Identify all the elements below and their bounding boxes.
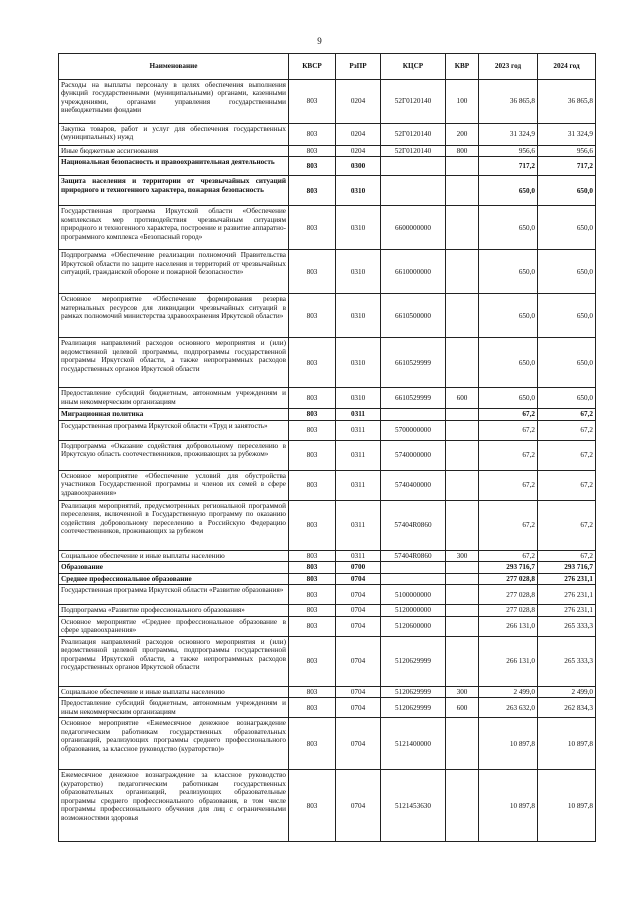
row-rzpr: 0311: [336, 470, 381, 500]
row-rzpr: 0310: [336, 338, 381, 388]
row-name: Образование: [59, 562, 289, 573]
table-row: [59, 573, 596, 584]
col-header-2023: 2023 год: [479, 54, 538, 80]
col-header-rzpr: РзПР: [336, 54, 381, 80]
row-kvsr: 803: [289, 585, 336, 605]
row-kvr: [446, 573, 479, 584]
row-amount-2024: 276 231,1: [538, 605, 596, 616]
row-kvsr: 803: [289, 176, 336, 206]
table-row: [59, 500, 596, 550]
row-amount-2023: 650,0: [479, 176, 538, 206]
row-rzpr: 0704: [336, 686, 381, 697]
row-rzpr: 0310: [336, 388, 381, 409]
row-kvr: [446, 409, 479, 420]
row-amount-2023: 263 632,0: [479, 698, 538, 718]
row-name: Предоставление субсидий бюджетным, автономным учреждениям и иным некоммерческим организациям: [59, 698, 289, 718]
row-kcsr: [381, 573, 446, 584]
row-amount-2024: 293 716,7: [538, 562, 596, 573]
row-amount-2024: 650,0: [538, 338, 596, 388]
row-amount-2023: 650,0: [479, 294, 538, 338]
row-rzpr: 0704: [336, 718, 381, 770]
row-name: Иные бюджетные ассигнования: [59, 146, 289, 157]
row-amount-2024: 265 333,3: [538, 616, 596, 636]
row-kvr: 300: [446, 686, 479, 697]
row-kvr: 600: [446, 388, 479, 409]
row-kvr: 200: [446, 124, 479, 146]
row-kcsr: 6610000000: [381, 250, 446, 294]
row-amount-2023: 650,0: [479, 250, 538, 294]
row-kvsr: 803: [289, 562, 336, 573]
row-name: Государственная программа Иркутской области «Обеспечение комплексных мер противодействия чрезвычайным ситуациям природного и техногенного характера, построение и развитие аппаратно-программного комплекса «Безопасный город»: [59, 206, 289, 250]
row-rzpr: 0704: [336, 573, 381, 584]
row-name: Подпрограмма «Оказание содействия добровольному переселению в Иркутскую область соотечественников, проживающих за рубежом»: [59, 440, 289, 470]
row-kvr: [446, 176, 479, 206]
row-name: Основное мероприятие «Ежемесячное денежное вознаграждение педагогическим работникам государственных образовательных организаций, реализующих программы среднего профессионального образования, за классное руководство (кураторство)»: [59, 718, 289, 770]
row-rzpr: 0310: [336, 294, 381, 338]
row-amount-2024: 265 333,3: [538, 636, 596, 686]
table-row: [59, 124, 596, 146]
row-kcsr: 5120629999: [381, 636, 446, 686]
table-row: [59, 146, 596, 157]
row-amount-2023: 31 324,9: [479, 124, 538, 146]
table-row: [59, 585, 596, 605]
row-rzpr: 0310: [336, 206, 381, 250]
row-amount-2024: 10 897,8: [538, 770, 596, 842]
row-kcsr: [381, 409, 446, 420]
row-kvr: [446, 338, 479, 388]
row-rzpr: 0311: [336, 409, 381, 420]
row-amount-2024: 67,2: [538, 550, 596, 561]
row-amount-2023: 266 131,0: [479, 636, 538, 686]
row-amount-2024: 956,6: [538, 146, 596, 157]
row-kvr: [446, 770, 479, 842]
row-kcsr: 5121453630: [381, 770, 446, 842]
row-name: Государственная программа Иркутской области «Труд и занятость»: [59, 420, 289, 440]
row-amount-2024: 67,2: [538, 440, 596, 470]
row-amount-2024: 650,0: [538, 176, 596, 206]
table-row: [59, 550, 596, 561]
row-name: Государственная программа Иркутской области «Развитие образования»: [59, 585, 289, 605]
row-amount-2023: 277 028,8: [479, 573, 538, 584]
row-kvr: [446, 157, 479, 176]
col-header-name: Наименование: [59, 54, 289, 80]
row-rzpr: 0704: [336, 770, 381, 842]
row-name: Среднее профессиональное образование: [59, 573, 289, 584]
row-kvr: [446, 440, 479, 470]
row-amount-2024: 650,0: [538, 294, 596, 338]
table-row: [59, 686, 596, 697]
table-row: [59, 470, 596, 500]
row-kvr: [446, 294, 479, 338]
row-name: Реализация направлений расходов основного мероприятия и (или) ведомственной целевой программы, подпрограммы государственной программы Иркутской области, а также непрограммных расходов государственных органов Иркутской области: [59, 338, 289, 388]
row-kvr: [446, 585, 479, 605]
row-kvsr: 803: [289, 388, 336, 409]
row-rzpr: 0204: [336, 124, 381, 146]
row-name: Защита населения и территории от чрезвычайных ситуаций природного и техногенного характера, пожарная безопасность: [59, 176, 289, 206]
row-kvsr: 803: [289, 636, 336, 686]
row-amount-2023: 67,2: [479, 409, 538, 420]
row-amount-2023: 650,0: [479, 338, 538, 388]
table-row: [59, 440, 596, 470]
table-row: [59, 636, 596, 686]
row-kvsr: 803: [289, 686, 336, 697]
row-name: Социальное обеспечение и иные выплаты населению: [59, 550, 289, 561]
row-amount-2023: 266 131,0: [479, 616, 538, 636]
table-row: [59, 176, 596, 206]
row-amount-2023: 650,0: [479, 206, 538, 250]
row-rzpr: 0300: [336, 157, 381, 176]
row-rzpr: 0310: [336, 176, 381, 206]
row-kcsr: 6610529999: [381, 338, 446, 388]
row-amount-2024: 2 499,0: [538, 686, 596, 697]
row-rzpr: 0704: [336, 585, 381, 605]
table-row: [59, 562, 596, 573]
table-row: [59, 718, 596, 770]
row-kvr: 800: [446, 146, 479, 157]
row-name: Подпрограмма «Обеспечение реализации полномочий Правительства Иркутской области по защите населения и территорий от чрезвычайных ситуаций, гражданской обороне и пожарной безопасности»: [59, 250, 289, 294]
row-amount-2024: 650,0: [538, 388, 596, 409]
page-number: 9: [317, 36, 322, 46]
row-kcsr: 5100000000: [381, 585, 446, 605]
row-kcsr: 52Г0120140: [381, 124, 446, 146]
row-kvsr: 803: [289, 616, 336, 636]
row-amount-2023: 293 716,7: [479, 562, 538, 573]
row-kcsr: 57404R0860: [381, 550, 446, 561]
row-kvr: [446, 718, 479, 770]
row-name: Ежемесячное денежное вознаграждение за классное руководство (кураторство) педагогическим работникам государственных образовательных организаций, реализующих образовательные программы среднего профессионального образования, в том числе программы профессионального обучения для лиц с ограниченными возможностями здоровья: [59, 770, 289, 842]
row-kvsr: 803: [289, 470, 336, 500]
row-kcsr: 5700000000: [381, 420, 446, 440]
table-row: [59, 409, 596, 420]
row-kvsr: 803: [289, 250, 336, 294]
col-header-kcsr: КЦСР: [381, 54, 446, 80]
row-kcsr: [381, 176, 446, 206]
row-kvr: 600: [446, 698, 479, 718]
row-amount-2024: 262 834,3: [538, 698, 596, 718]
table-row: [59, 206, 596, 250]
row-kcsr: 5120000000: [381, 605, 446, 616]
row-kvsr: 803: [289, 605, 336, 616]
row-rzpr: 0311: [336, 420, 381, 440]
row-name: Предоставление субсидий бюджетным, автономным учреждениям и иным некоммерческим организациям: [59, 388, 289, 409]
row-amount-2024: 10 897,8: [538, 718, 596, 770]
row-rzpr: 0204: [336, 80, 381, 124]
row-name: Подпрограмма «Развитие профессионального образования»: [59, 605, 289, 616]
table-row: [59, 605, 596, 616]
row-name: Реализация направлений расходов основного мероприятия и (или) ведомственной целевой программы, подпрограммы государственной программы Иркутской области, а также непрограммных расходов государственных органов Иркутской области: [59, 636, 289, 686]
row-amount-2024: 276 231,1: [538, 573, 596, 584]
row-amount-2024: 67,2: [538, 470, 596, 500]
col-header-kvr: КВР: [446, 54, 479, 80]
row-kcsr: 6610500000: [381, 294, 446, 338]
table-row: [59, 80, 596, 124]
row-amount-2024: 67,2: [538, 420, 596, 440]
row-rzpr: 0704: [336, 616, 381, 636]
row-kcsr: 52Г0120140: [381, 80, 446, 124]
row-amount-2023: 67,2: [479, 500, 538, 550]
table-row: [59, 157, 596, 176]
row-amount-2024: 67,2: [538, 409, 596, 420]
row-kcsr: 6610529999: [381, 388, 446, 409]
col-header-2024: 2024 год: [538, 54, 596, 80]
table-row: [59, 388, 596, 409]
row-amount-2023: 67,2: [479, 420, 538, 440]
row-kvr: 300: [446, 550, 479, 561]
row-kcsr: [381, 157, 446, 176]
row-kcsr: 57404R0860: [381, 500, 446, 550]
row-kvsr: 803: [289, 206, 336, 250]
row-kcsr: 5120629999: [381, 698, 446, 718]
row-kvr: 100: [446, 80, 479, 124]
row-rzpr: 0311: [336, 500, 381, 550]
row-amount-2024: 717,2: [538, 157, 596, 176]
row-rzpr: 0311: [336, 440, 381, 470]
row-amount-2023: 67,2: [479, 550, 538, 561]
row-kvsr: 803: [289, 770, 336, 842]
row-amount-2024: 67,2: [538, 500, 596, 550]
row-name: Основное мероприятие «Обеспечение условий для обустройства участников Государственной программы и членов их семей в сфере здравоохранения»: [59, 470, 289, 500]
table-row: [59, 770, 596, 842]
row-kvr: [446, 562, 479, 573]
row-name: Национальная безопасность и правоохранительная деятельность: [59, 157, 289, 176]
row-amount-2024: 31 324,9: [538, 124, 596, 146]
table-row: [59, 338, 596, 388]
row-kvsr: 803: [289, 80, 336, 124]
row-kcsr: 5121400000: [381, 718, 446, 770]
row-kvr: [446, 616, 479, 636]
row-name: Социальное обеспечение и иные выплаты населению: [59, 686, 289, 697]
row-kvsr: 803: [289, 157, 336, 176]
row-kcsr: 5120629999: [381, 686, 446, 697]
row-amount-2023: 956,6: [479, 146, 538, 157]
row-kvr: [446, 500, 479, 550]
row-kvsr: 803: [289, 294, 336, 338]
row-kvsr: 803: [289, 718, 336, 770]
row-kcsr: 6600000000: [381, 206, 446, 250]
row-kcsr: 5740000000: [381, 440, 446, 470]
row-amount-2024: 36 865,8: [538, 80, 596, 124]
row-amount-2023: 10 897,8: [479, 770, 538, 842]
row-amount-2024: 650,0: [538, 206, 596, 250]
row-amount-2023: 67,2: [479, 440, 538, 470]
row-kvsr: 803: [289, 550, 336, 561]
row-name: Закупка товаров, работ и услуг для обеспечения государственных (муниципальных) нужд: [59, 124, 289, 146]
row-amount-2023: 717,2: [479, 157, 538, 176]
row-rzpr: 0704: [336, 698, 381, 718]
row-kvsr: 803: [289, 124, 336, 146]
row-amount-2023: 10 897,8: [479, 718, 538, 770]
col-header-kvsr: КВСР: [289, 54, 336, 80]
row-name: Миграционная политика: [59, 409, 289, 420]
row-kvsr: 803: [289, 420, 336, 440]
row-kvsr: 803: [289, 500, 336, 550]
row-rzpr: 0310: [336, 250, 381, 294]
row-rzpr: 0700: [336, 562, 381, 573]
row-amount-2023: 277 028,8: [479, 605, 538, 616]
row-rzpr: 0311: [336, 550, 381, 561]
row-amount-2023: 650,0: [479, 388, 538, 409]
row-kvsr: 803: [289, 146, 336, 157]
row-rzpr: 0704: [336, 636, 381, 686]
row-amount-2023: 36 865,8: [479, 80, 538, 124]
table-row: [59, 616, 596, 636]
row-kcsr: 5740400000: [381, 470, 446, 500]
row-amount-2024: 276 231,1: [538, 585, 596, 605]
table-row: [59, 250, 596, 294]
row-amount-2024: 650,0: [538, 250, 596, 294]
row-kcsr: 52Г0120140: [381, 146, 446, 157]
row-kvr: [446, 636, 479, 686]
table-row: [59, 420, 596, 440]
row-kcsr: 5120600000: [381, 616, 446, 636]
table-header-row: [59, 54, 596, 80]
table-row: [59, 294, 596, 338]
row-rzpr: 0204: [336, 146, 381, 157]
table-row: [59, 698, 596, 718]
row-kvsr: 803: [289, 440, 336, 470]
row-kvr: [446, 250, 479, 294]
row-name: Реализация мероприятий, предусмотренных региональной программой переселения, включенной в Государственную программу по оказанию содействия добровольному переселению в Российскую Федерацию соотечественников, проживающих за рубежом: [59, 500, 289, 550]
row-kvsr: 803: [289, 698, 336, 718]
row-kvr: [446, 605, 479, 616]
row-amount-2023: 67,2: [479, 470, 538, 500]
row-kvsr: 803: [289, 409, 336, 420]
row-kvsr: 803: [289, 338, 336, 388]
row-kvr: [446, 470, 479, 500]
row-name: Основное мероприятие «Обеспечение формирования резерва материальных ресурсов для ликвидации чрезвычайных ситуаций в рамках полномочий министерства здравоохранения Иркутской области»: [59, 294, 289, 338]
row-rzpr: 0704: [336, 605, 381, 616]
row-name: Расходы на выплаты персоналу в целях обеспечения выполнения функций государственными (муниципальными) органами, казенными учреждениями, органами управления государственными внебюджетными фондами: [59, 80, 289, 124]
row-amount-2023: 2 499,0: [479, 686, 538, 697]
row-kvsr: 803: [289, 573, 336, 584]
row-kvr: [446, 420, 479, 440]
row-kvr: [446, 206, 479, 250]
row-name: Основное мероприятие «Среднее профессиональное образование в сфере здравоохранения»: [59, 616, 289, 636]
row-amount-2023: 277 028,8: [479, 585, 538, 605]
row-kcsr: [381, 562, 446, 573]
budget-table: [58, 53, 596, 842]
